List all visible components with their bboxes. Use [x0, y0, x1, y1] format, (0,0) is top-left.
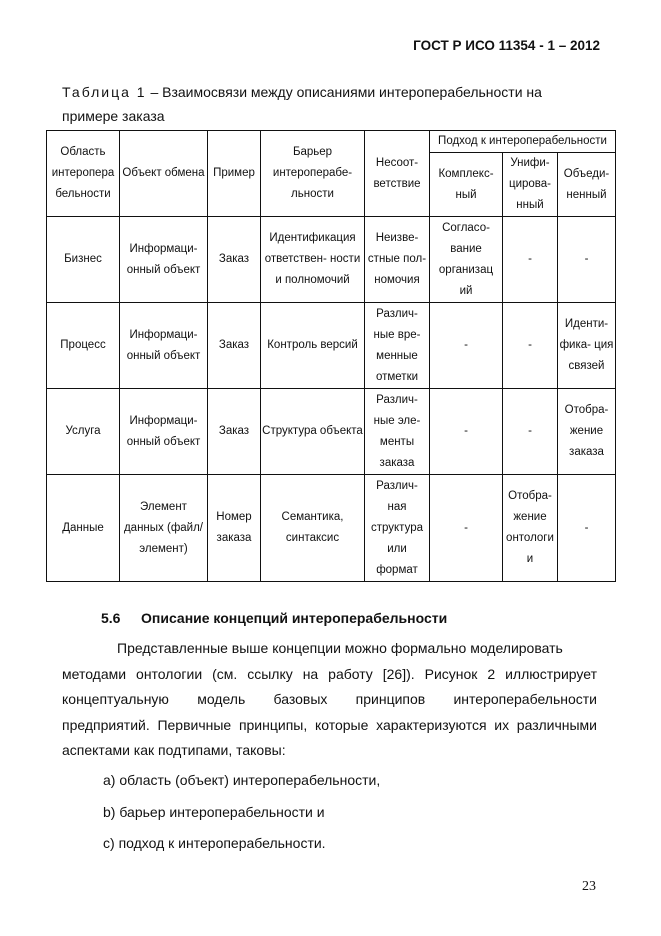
- cell-barrier: Семантика, синтаксис: [261, 475, 365, 582]
- cell-example: Заказ: [208, 303, 261, 389]
- table-row: [47, 389, 616, 475]
- cell-object: Информаци- онный объект: [120, 303, 208, 389]
- table-row: [47, 475, 616, 582]
- cell-mismatch: Различ- ные эле- менты заказа: [365, 389, 430, 475]
- cell-complex: Согласо- вание организац ий: [430, 217, 503, 303]
- list-marker: с): [103, 835, 115, 851]
- cell-unified: -: [503, 217, 558, 303]
- paragraph-line: аспектами как подтипами, таковы:: [62, 742, 286, 758]
- header-example: Пример: [208, 131, 261, 217]
- cell-object: Информаци- онный объект: [120, 389, 208, 475]
- cell-unified: Отобра- жение онтологи и: [503, 475, 558, 582]
- cell-mismatch: Неизве- стные пол- номочия: [365, 217, 430, 303]
- cell-unified: -: [503, 389, 558, 475]
- section-title: Описание концепций интероперабельности: [141, 610, 448, 626]
- list-marker: а): [103, 772, 116, 788]
- cell-example: Номер заказа: [208, 475, 261, 582]
- header-area: Область интеропера бельности: [47, 131, 120, 217]
- cell-federated: Отобра- жение заказа: [558, 389, 616, 475]
- cell-example: Заказ: [208, 217, 261, 303]
- table-caption-text-line2: примере заказа: [62, 108, 165, 124]
- table-row: [47, 303, 616, 389]
- table-caption-label: Таблица 1: [62, 84, 147, 100]
- body-paragraph: [62, 636, 597, 764]
- cell-federated: -: [558, 217, 616, 303]
- cell-barrier: Контроль версий: [261, 303, 365, 389]
- list-marker: b): [103, 804, 116, 820]
- table-row: [47, 217, 616, 303]
- cell-mismatch: Различ- ные вре- менные отметки: [365, 303, 430, 389]
- table-caption: [62, 80, 607, 128]
- cell-federated: Иденти- фика- ция связей: [558, 303, 616, 389]
- header-approach: Подход к интероперабельности: [430, 131, 616, 153]
- document-header: ГОСТ Р ИСО 11354 - 1 – 2012: [413, 38, 600, 53]
- cell-area: Услуга: [47, 389, 120, 475]
- cell-mismatch: Различ- ная структура или формат: [365, 475, 430, 582]
- list-item: [103, 804, 325, 820]
- cell-object: Информаци- онный объект: [120, 217, 208, 303]
- paragraph-line-text: Представленные выше концепции можно формально моделировать: [117, 640, 563, 656]
- cell-area: Процесс: [47, 303, 120, 389]
- page-number: 23: [582, 879, 596, 894]
- paragraph-line: методами онтологии (см. ссылку на работу [26]). Рисунок 2 иллюстрирует: [62, 665, 597, 682]
- list-item: [103, 835, 326, 851]
- header-complex: Комплекс- ный: [430, 153, 503, 217]
- cell-unified: -: [503, 303, 558, 389]
- paragraph-line: [62, 636, 597, 662]
- cell-federated: -: [558, 475, 616, 582]
- cell-object: Элемент данных (файл/ элемент): [120, 475, 208, 582]
- section-number: 5.6: [101, 610, 121, 626]
- cell-barrier: Идентификация ответствен- ности и полномочий: [261, 217, 365, 303]
- table-caption-text: – Взаимосвязи между описаниями интероперабельности на: [146, 84, 542, 100]
- interoperability-table: [46, 130, 616, 582]
- cell-complex: -: [430, 389, 503, 475]
- header-federated: Объеди- ненный: [558, 153, 616, 217]
- list-text: подход к интероперабельности.: [118, 835, 326, 851]
- section-heading: [101, 610, 447, 626]
- paragraph-line: концептуальную модель базовых принципов интероперабельности: [62, 691, 597, 707]
- header-mismatch: Несоот- ветствие: [365, 131, 430, 217]
- cell-area: Данные: [47, 475, 120, 582]
- header-barrier: Барьер интероперабе- льности: [261, 131, 365, 217]
- cell-area: Бизнес: [47, 217, 120, 303]
- list-text: барьер интероперабельности и: [119, 804, 325, 820]
- header-object: Объект обмена: [120, 131, 208, 217]
- cell-complex: -: [430, 303, 503, 389]
- header-unified: Унифи- цирова- нный: [503, 153, 558, 217]
- cell-example: Заказ: [208, 389, 261, 475]
- list-text: область (объект) интероперабельности,: [119, 772, 381, 788]
- list-item: [103, 772, 380, 788]
- cell-barrier: Структура объекта: [261, 389, 365, 475]
- paragraph-line: предприятий. Первичные принципы, которые характеризуются их различными: [62, 716, 597, 733]
- cell-complex: -: [430, 475, 503, 582]
